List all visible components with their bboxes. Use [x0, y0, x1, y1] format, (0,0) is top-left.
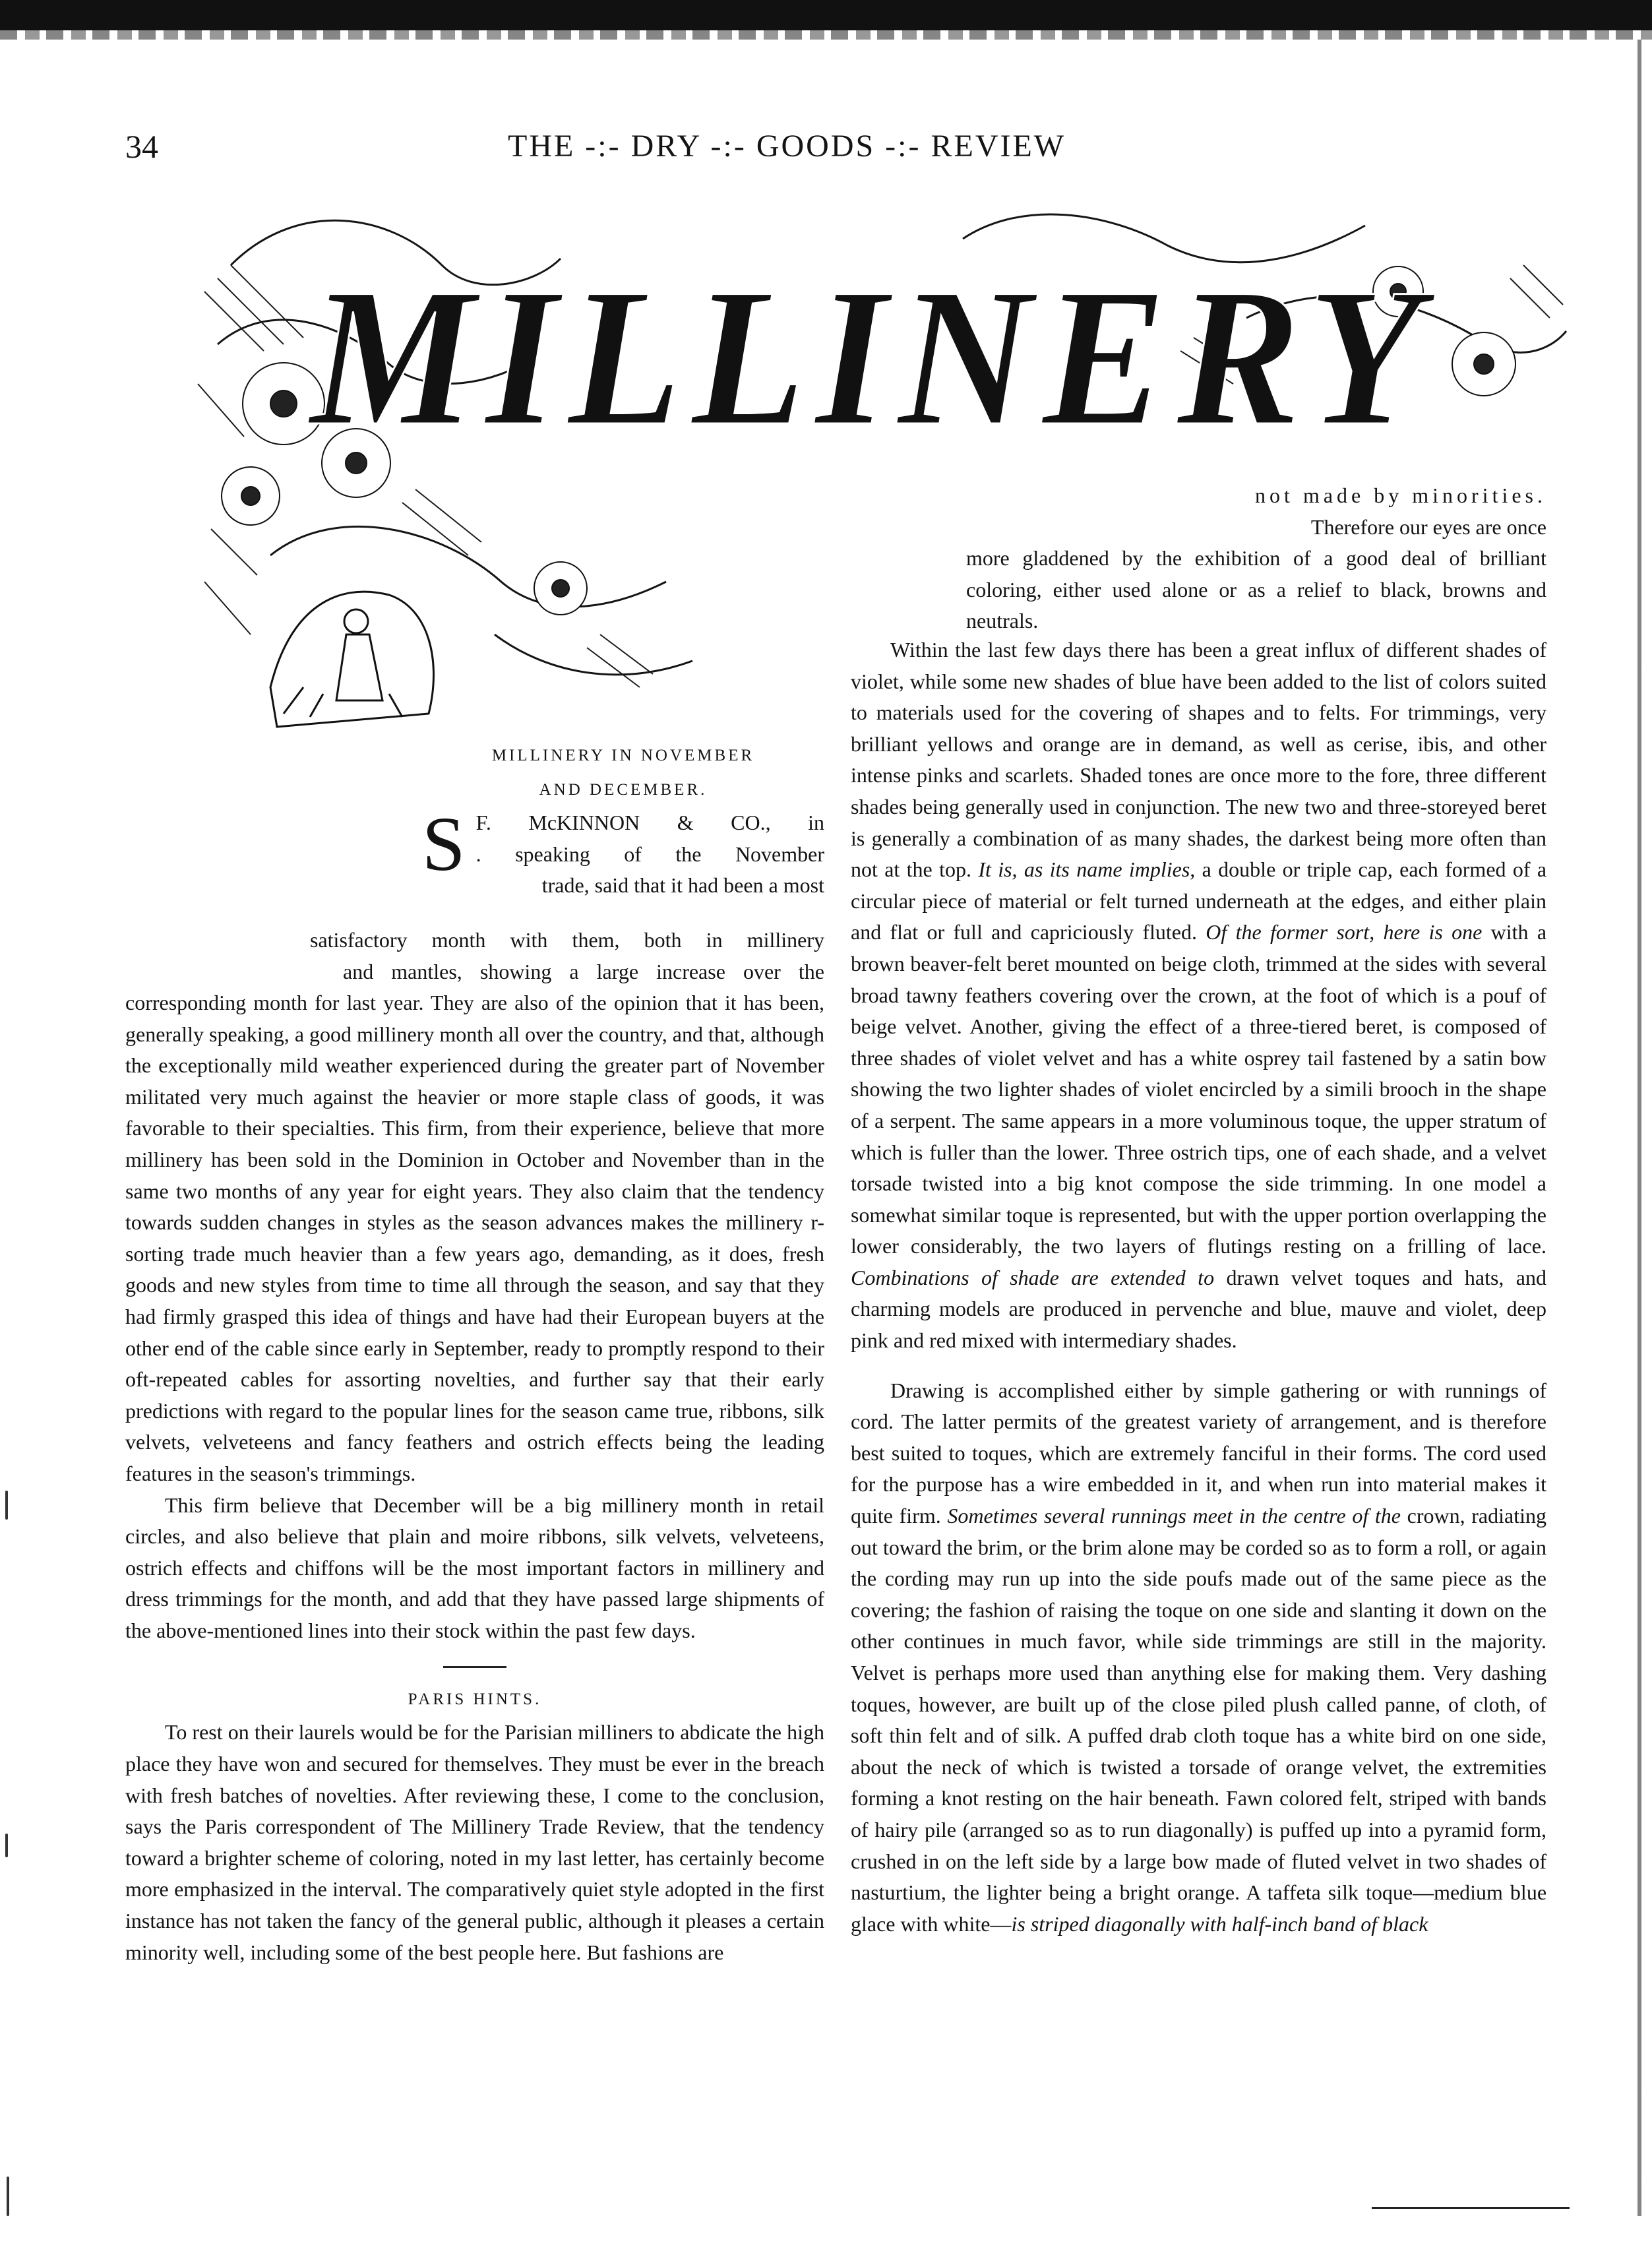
footer-rule: [1372, 2207, 1570, 2209]
page-edge-shadow: [1632, 40, 1652, 2216]
intro-line-3: trade, said that it had been a most: [541, 873, 824, 898]
top-print-border-edge: [0, 30, 1652, 40]
violet-shades-italic-2: Of the former sort, here is one: [1206, 920, 1483, 944]
violet-shades-text-c: with a brown beaver-felt beret mounted on beige cloth, trimmed at the sides with several broad tawny feathers covering over the crown, at the foot of which is a pouf of beige velvet. Another, giving the effect of a three-tiered beret, is composed of three shades of violet velvet and has a white osprey tail fastened by a satin bow showing the two lighter shades of violet encircled by a simili brooch in the shape of a serpent. The same appears in a more voluminous toque, the upper stratum of which is fuller than the lower. Three ostrich tips, one of each shade, and a velvet torsade twisted into a big knot compose the side trimming. In one model a somewhat similar toque is represented, but with the upper portion overlapping the lower considerably, the two layers of flutings resting on a frilling of lace.: [851, 920, 1547, 1258]
intro-line-2: . speaking of the November: [475, 842, 824, 866]
vignette-woman: [270, 592, 434, 727]
violet-shades-text-a: Within the last few days there has been a great influx of different shades of violet, while some new shades of blue have been added to the list of colors suited to materials used for the covering of shapes and to felts. For trimmings, very brilliant yellows and orange are in demand, as well as cerise, ibis, and other intense pinks and scarlets. Shaded tones are once more to the fore, three different shades being generally used in conjunction. The new two and three-storeyed beret is generally a combination of as many shades, the darkest being more often than not at the top.: [851, 638, 1546, 882]
violet-shades-paragraph: [851, 634, 1546, 1357]
section-heading-line-1: MILLINERY IN NOVEMBER: [491, 747, 755, 764]
drawing-text-a: Drawing is accomplished either by simple gathering or with runnings of cord. The latter permits of the greatest variety of arrangement, and is therefore best suited to toques, which are extremely fanciful in their forms. The cord used for the purpose has a wire embedded in it, and when run into material makes it quite firm.: [851, 1378, 1546, 1528]
drawing-text-b: crown, radiating out toward the brim, or the brim alone may be corded so as to form a roll, or again the cording may run up into the side poufs made out of the same piece as the covering; the fashion of raising the toque on one side and slanting it down on the other continues in much favor, while side trimmings are still in the majority. Velvet is perhaps more used than anything else for making them. Very dashing toques, however, are built up of the close piled plush called panne, of cloth, of soft thin felt and of silk. A puffed drab cloth toque has a white bird on one side, about the neck of which is twisted a torsade of orange velvet, the extremities forming a knot resting on the hair beneath. Fawn colored felt, striped with bands of hairy pile (arranged so as to run diagonally) is puffed up into a pyramid form, crushed in on the left side by a large bow made of fluted velvet in two shades of nasturtium, the lighter being a bright orange.: [851, 1504, 1547, 1905]
margin-mark: [5, 1834, 8, 1857]
left-column: [125, 987, 824, 1968]
drawing-italic-1: Sometimes several runnings meet in the centre of the: [947, 1504, 1401, 1528]
mckinnon-paragraph-1: corresponding month for last year. They are also of the opinion that it has been, generally speaking, a good millinery month all over the country, and that, although the exceptionally mild weather experienced during the greater part of November militated very much against the heavier or more staple class of goods, it was favorable to their specialties. This firm, from their experience, believe that more millinery has been sold in the Dominion in October and November than in the same two months of any year for eight years. They also claim that the tendency towards sudden changes in styles as the season advances makes the millinery r-sorting trade much heavier than a few years ago, demanding, as it does, fresh goods and new styles from time to time all through the season, and say that they had firmly grasped this idea of things and have had their European buyers at the other end of the cable since early in September, ready to promptly respond to their oft-repeated cables for assorting novelties, and further say that their early predictions with regard to the popular lines for the season came true, ribbons, silk velvets, velveteens and fancy feathers and ostrich effects being the leading features in the season's trimmings.: [125, 991, 824, 1485]
mckinnon-paragraph-2: This firm believe that December will be a big millinery month in retail circles, and also believe that plain and moire ribbons, silk velvets, velveteens, ostrich effects and chiffons will be the most important factors in millinery and dress trimmings for the month, and add that they have passed large shipments of the above-mentioned lines into their stock within the past few days.: [125, 1493, 824, 1642]
drawing-text-c: A taffeta silk toque—medium blue glace with white—: [851, 1880, 1547, 1936]
intro-line-4: satisfactory month with them, both in millinery: [310, 928, 824, 952]
page-number: 34: [125, 128, 158, 165]
margin-mark: [7, 2177, 9, 2216]
section-heading-millinery-nov-dec: [422, 739, 824, 807]
violet-shades-italic-1: It is, as its name implies,: [978, 857, 1196, 882]
violet-shades-text-d: drawn velvet toques and hats, and charming models are produced in pervenche and blue, mauve and violet, deep pink and red mixed with intermediary shades.: [851, 1265, 1547, 1353]
page-title: THE -:- DRY -:- GOODS -:- REVIEW: [508, 129, 1066, 164]
masthead-title: MILLINERY: [307, 247, 1436, 466]
margin-mark: [5, 1491, 8, 1520]
drawing-italic-2: is striped diagonally with half-inch band of black: [1011, 1911, 1428, 1936]
continuation-line-2: Therefore our eyes are once: [1310, 514, 1546, 539]
right-column-top: [966, 480, 1546, 637]
section-heading-line-2: AND DECEMBER.: [539, 781, 708, 799]
intro-line-1: F. McKINNON & CO., in: [475, 811, 824, 834]
violet-shades-text-b: a double or triple cap, each formed of a circular piece of material or felt turned underneath at the edges, and either plain and flat or full and capriciously fluted.: [851, 857, 1547, 944]
drop-cap: S: [422, 801, 466, 887]
continuation-paragraph: more gladdened by the exhibition of a good deal of brilliant coloring, either used alone or as a relief to black, browns and neutrals.: [966, 546, 1546, 633]
left-column-intro: [422, 739, 824, 902]
section-heading-paris-hints: PARIS HINTS.: [408, 1690, 542, 1709]
continuation-line-1: not made by minorities.: [1255, 483, 1546, 507]
top-print-border: [0, 0, 1652, 30]
drawing-paragraph: [851, 1375, 1546, 1940]
section-divider: [443, 1666, 506, 1668]
page-header: [125, 123, 1556, 175]
violet-shades-italic-3: Combinations of shade are extended to: [851, 1265, 1215, 1289]
intro-line-5: and mantles, showing a large increase over the: [343, 959, 824, 983]
left-column-intro-continued: [310, 925, 824, 987]
right-column: [851, 634, 1546, 1940]
paris-hints-paragraph: To rest on their laurels would be for the Parisian milliners to abdicate the high place they have won and secured for themselves. They must be ever in the breach with fresh batches of novelties. After reviewing these, I come to the conclusion, says the Paris correspondent of The Millinery Trade Review, that the tendency toward a brighter scheme of coloring, noted in my last letter, has certainly become more emphasized in the interval. The comparatively quiet style adopted in the first instance has not taken the fancy of the general public, although it pleases a certain minority well, including some of the best people here. But fashions are: [125, 1720, 824, 1964]
